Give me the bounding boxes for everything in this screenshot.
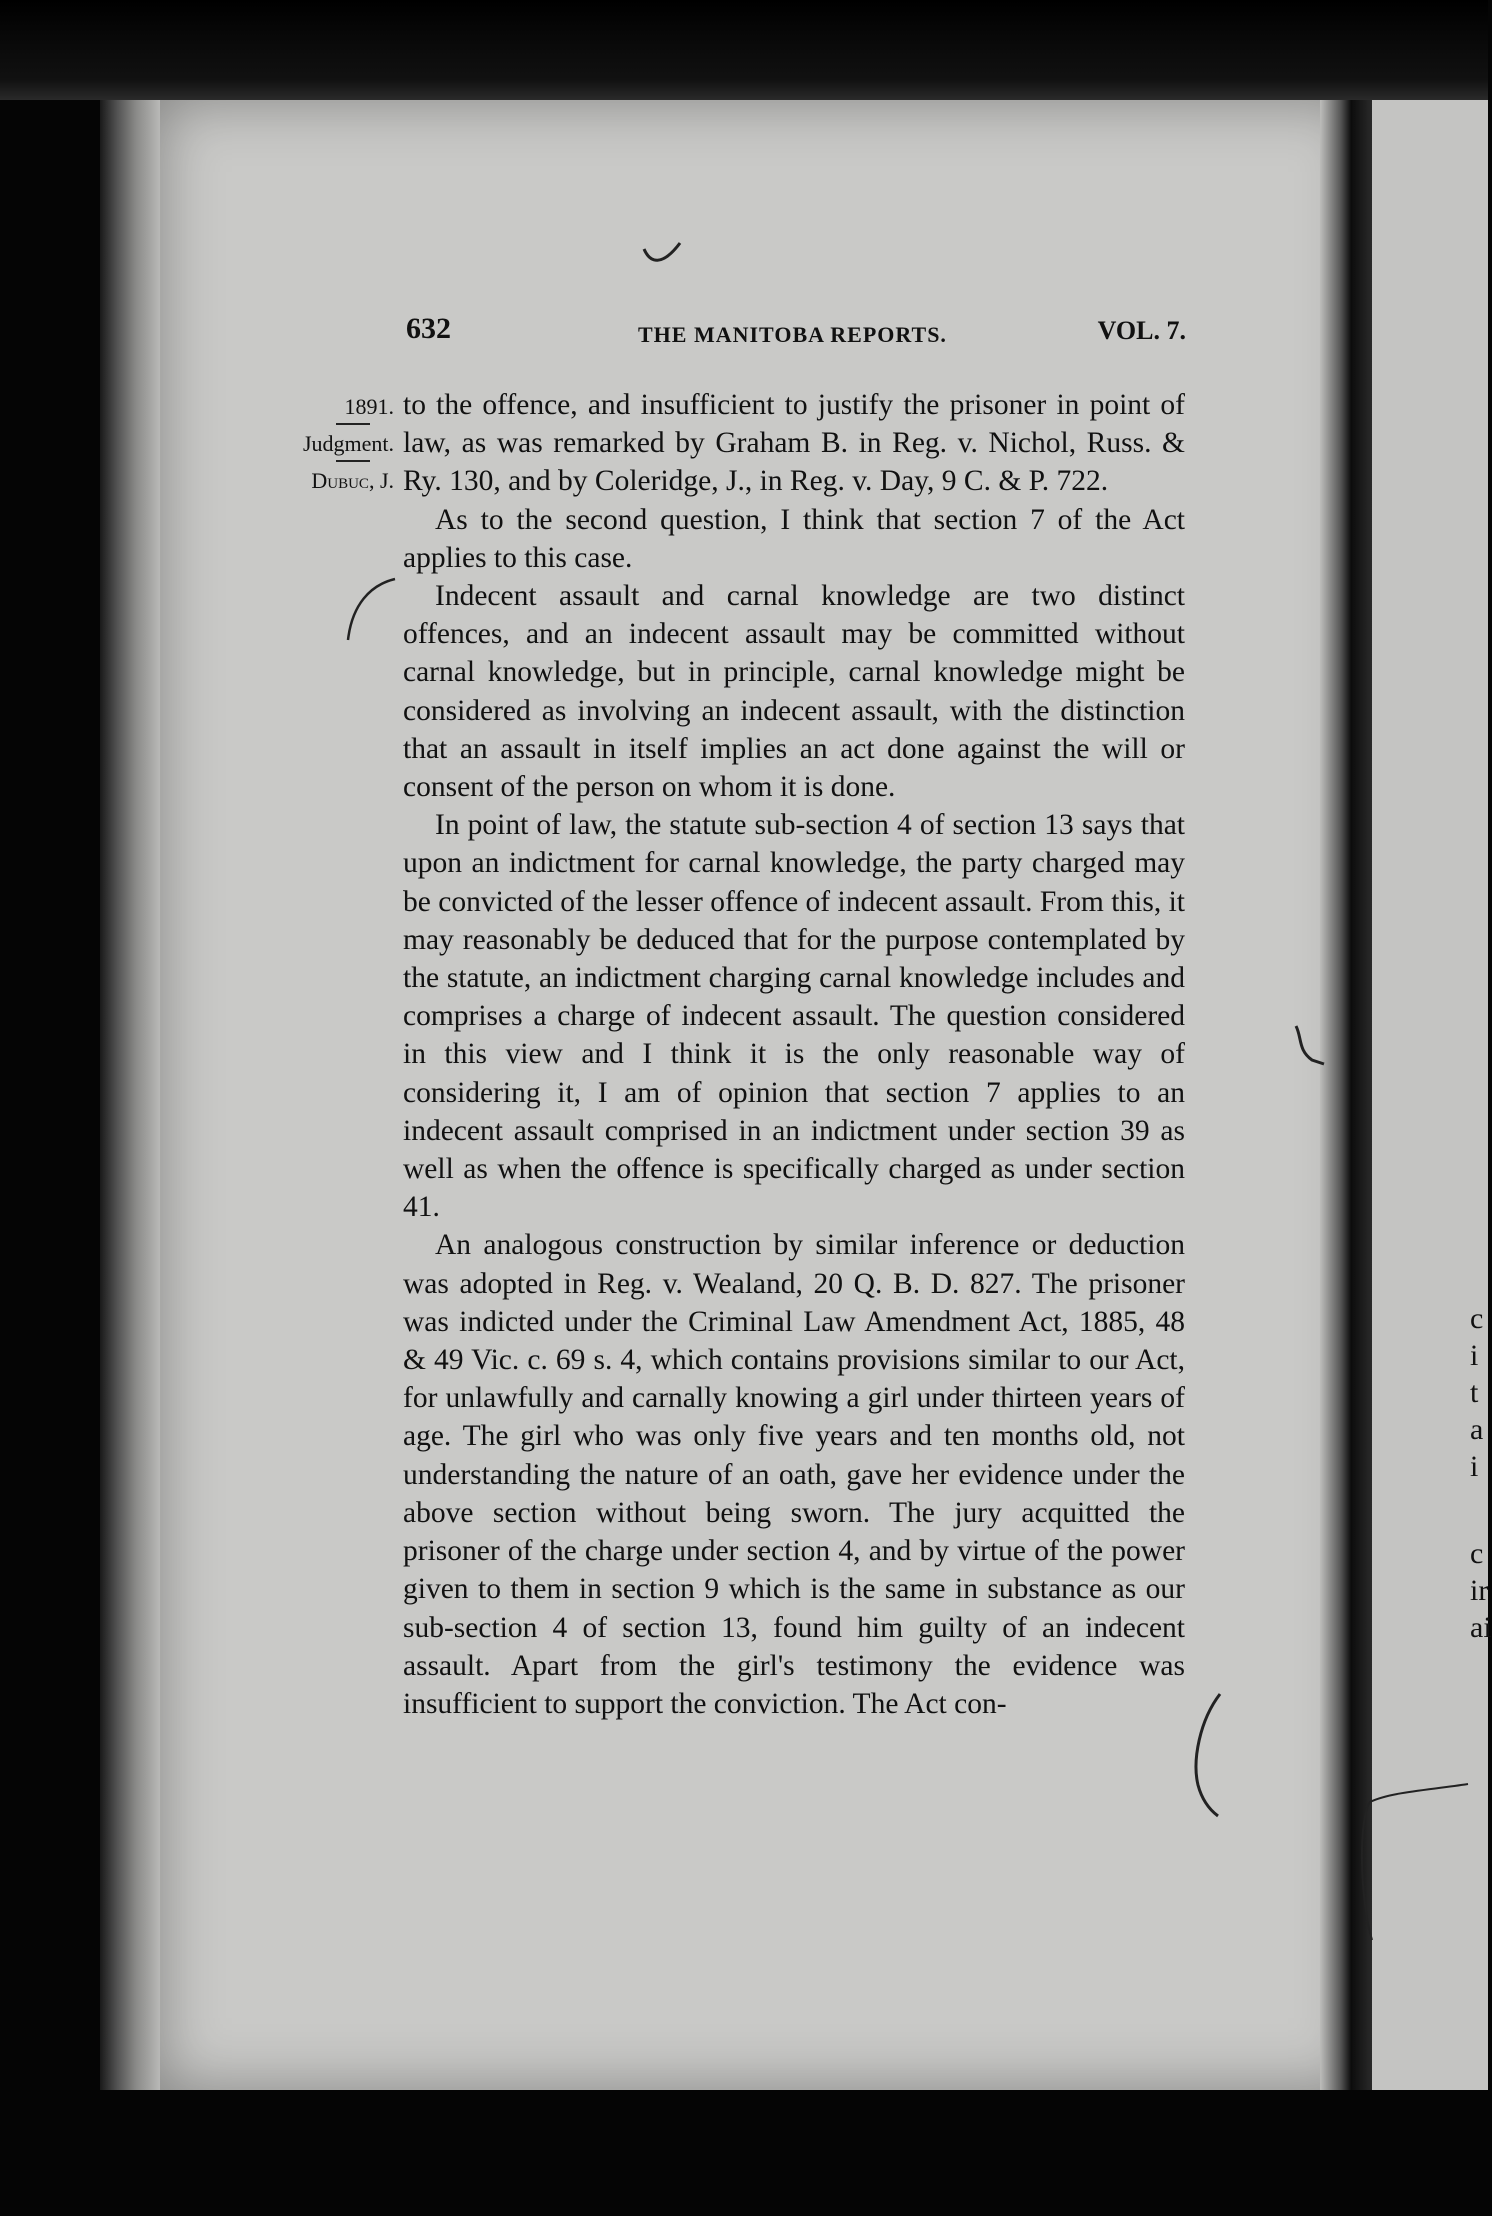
facing-letter: c — [1470, 1537, 1484, 1570]
judgment-text — [403, 386, 1185, 1723]
volume-number: VOL. 7. — [1097, 316, 1186, 345]
facing-letter: i — [1470, 1450, 1479, 1483]
paragraph: to the offence, and insufficient to justify the prisoner in point of law, as was remarked by Graham B. in Reg. v. Nichol, Russ. & Ry. 130, and by Coleridge, J., in Reg. v. Day, 9 C. & P. 722. — [403, 389, 1185, 498]
paragraph: In point of law, the statute sub-section 4 of section 13 says that upon an indictment for carnal knowledge, the party charged may be convicted of the lesser offence of indecent assault. From this, it may reasonably be deduced that for the purpose contemplated by the statute, an indictment charging carnal knowledge includes and comprises a charge of indecent assault. The question considered in this view and I think it is the only reasonable way of considering it, I am of opinion that section 7 applies to an indecent assault comprised in an indictment under section 39 as well as when the offence is specifically charged as under section 41. — [403, 809, 1185, 1224]
facing-letter: a — [1470, 1413, 1484, 1446]
paragraph: An analogous construction by similar inference or deduction was adopted in Reg. v. Wealand, 20 Q. B. D. 827. The prisoner was indicted under the Criminal Law Amendment Act, 1885, 48 & 49 Vic. c. 69 s. 4, which contains provisions similar to our Act, for unlawfully and carnally knowing a girl under thirteen years of age. The girl who was only five years and ten months old, not understanding the nature of an oath, gave her evidence under the above section without being sworn. The jury acquitted the prisoner of the charge under section 4, and by virtue of the power given to them in section 9 which is the same in substance as our sub-section 4 of section 13, found him guilty of an indecent assault. Apart from the girl's testimony the evidence was insufficient to support the conviction. The Act con- — [403, 1229, 1185, 1720]
facing-letter: c — [1470, 1302, 1484, 1335]
facing-page-text-fragments — [1470, 1300, 1492, 1646]
pencil-bracket-mark — [1190, 1690, 1240, 1820]
marginal-notes — [282, 388, 394, 499]
marginal-year: 1891. — [344, 394, 394, 419]
facing-letter: t — [1470, 1376, 1479, 1409]
page-header — [406, 312, 1186, 360]
pencil-squiggle-mark — [1290, 1020, 1330, 1070]
marginal-judge: Dubuc, J. — [311, 468, 394, 493]
facing-letter: ir — [1470, 1574, 1489, 1607]
pencil-squiggle-mark — [640, 235, 685, 275]
facing-letter: ai — [1470, 1611, 1492, 1644]
paragraph: As to the second question, I think that section 7 of the Act applies to this case. — [403, 503, 1185, 574]
marginal-section: Judgment. — [302, 431, 394, 456]
paragraph: Indecent assault and carnal knowledge are two distinct offences, and an indecent assault may be committed without carnal knowledge, but in principle, carnal knowledge might be considered as involving an indecent assault, with the distinction that an assault in itself implies an act done against the will or consent of the person on whom it is done. — [403, 580, 1185, 804]
running-title: THE MANITOBA REPORTS. — [638, 322, 947, 347]
pencil-bracket-mark — [340, 575, 400, 645]
page-number: 632 — [406, 312, 451, 345]
pencil-line-mark — [1350, 1780, 1470, 1950]
page-stack-edges — [100, 100, 160, 2090]
facing-letter: i — [1470, 1339, 1479, 1372]
scan-top-border — [0, 0, 1488, 100]
scan-bottom-border — [0, 2090, 1488, 2216]
